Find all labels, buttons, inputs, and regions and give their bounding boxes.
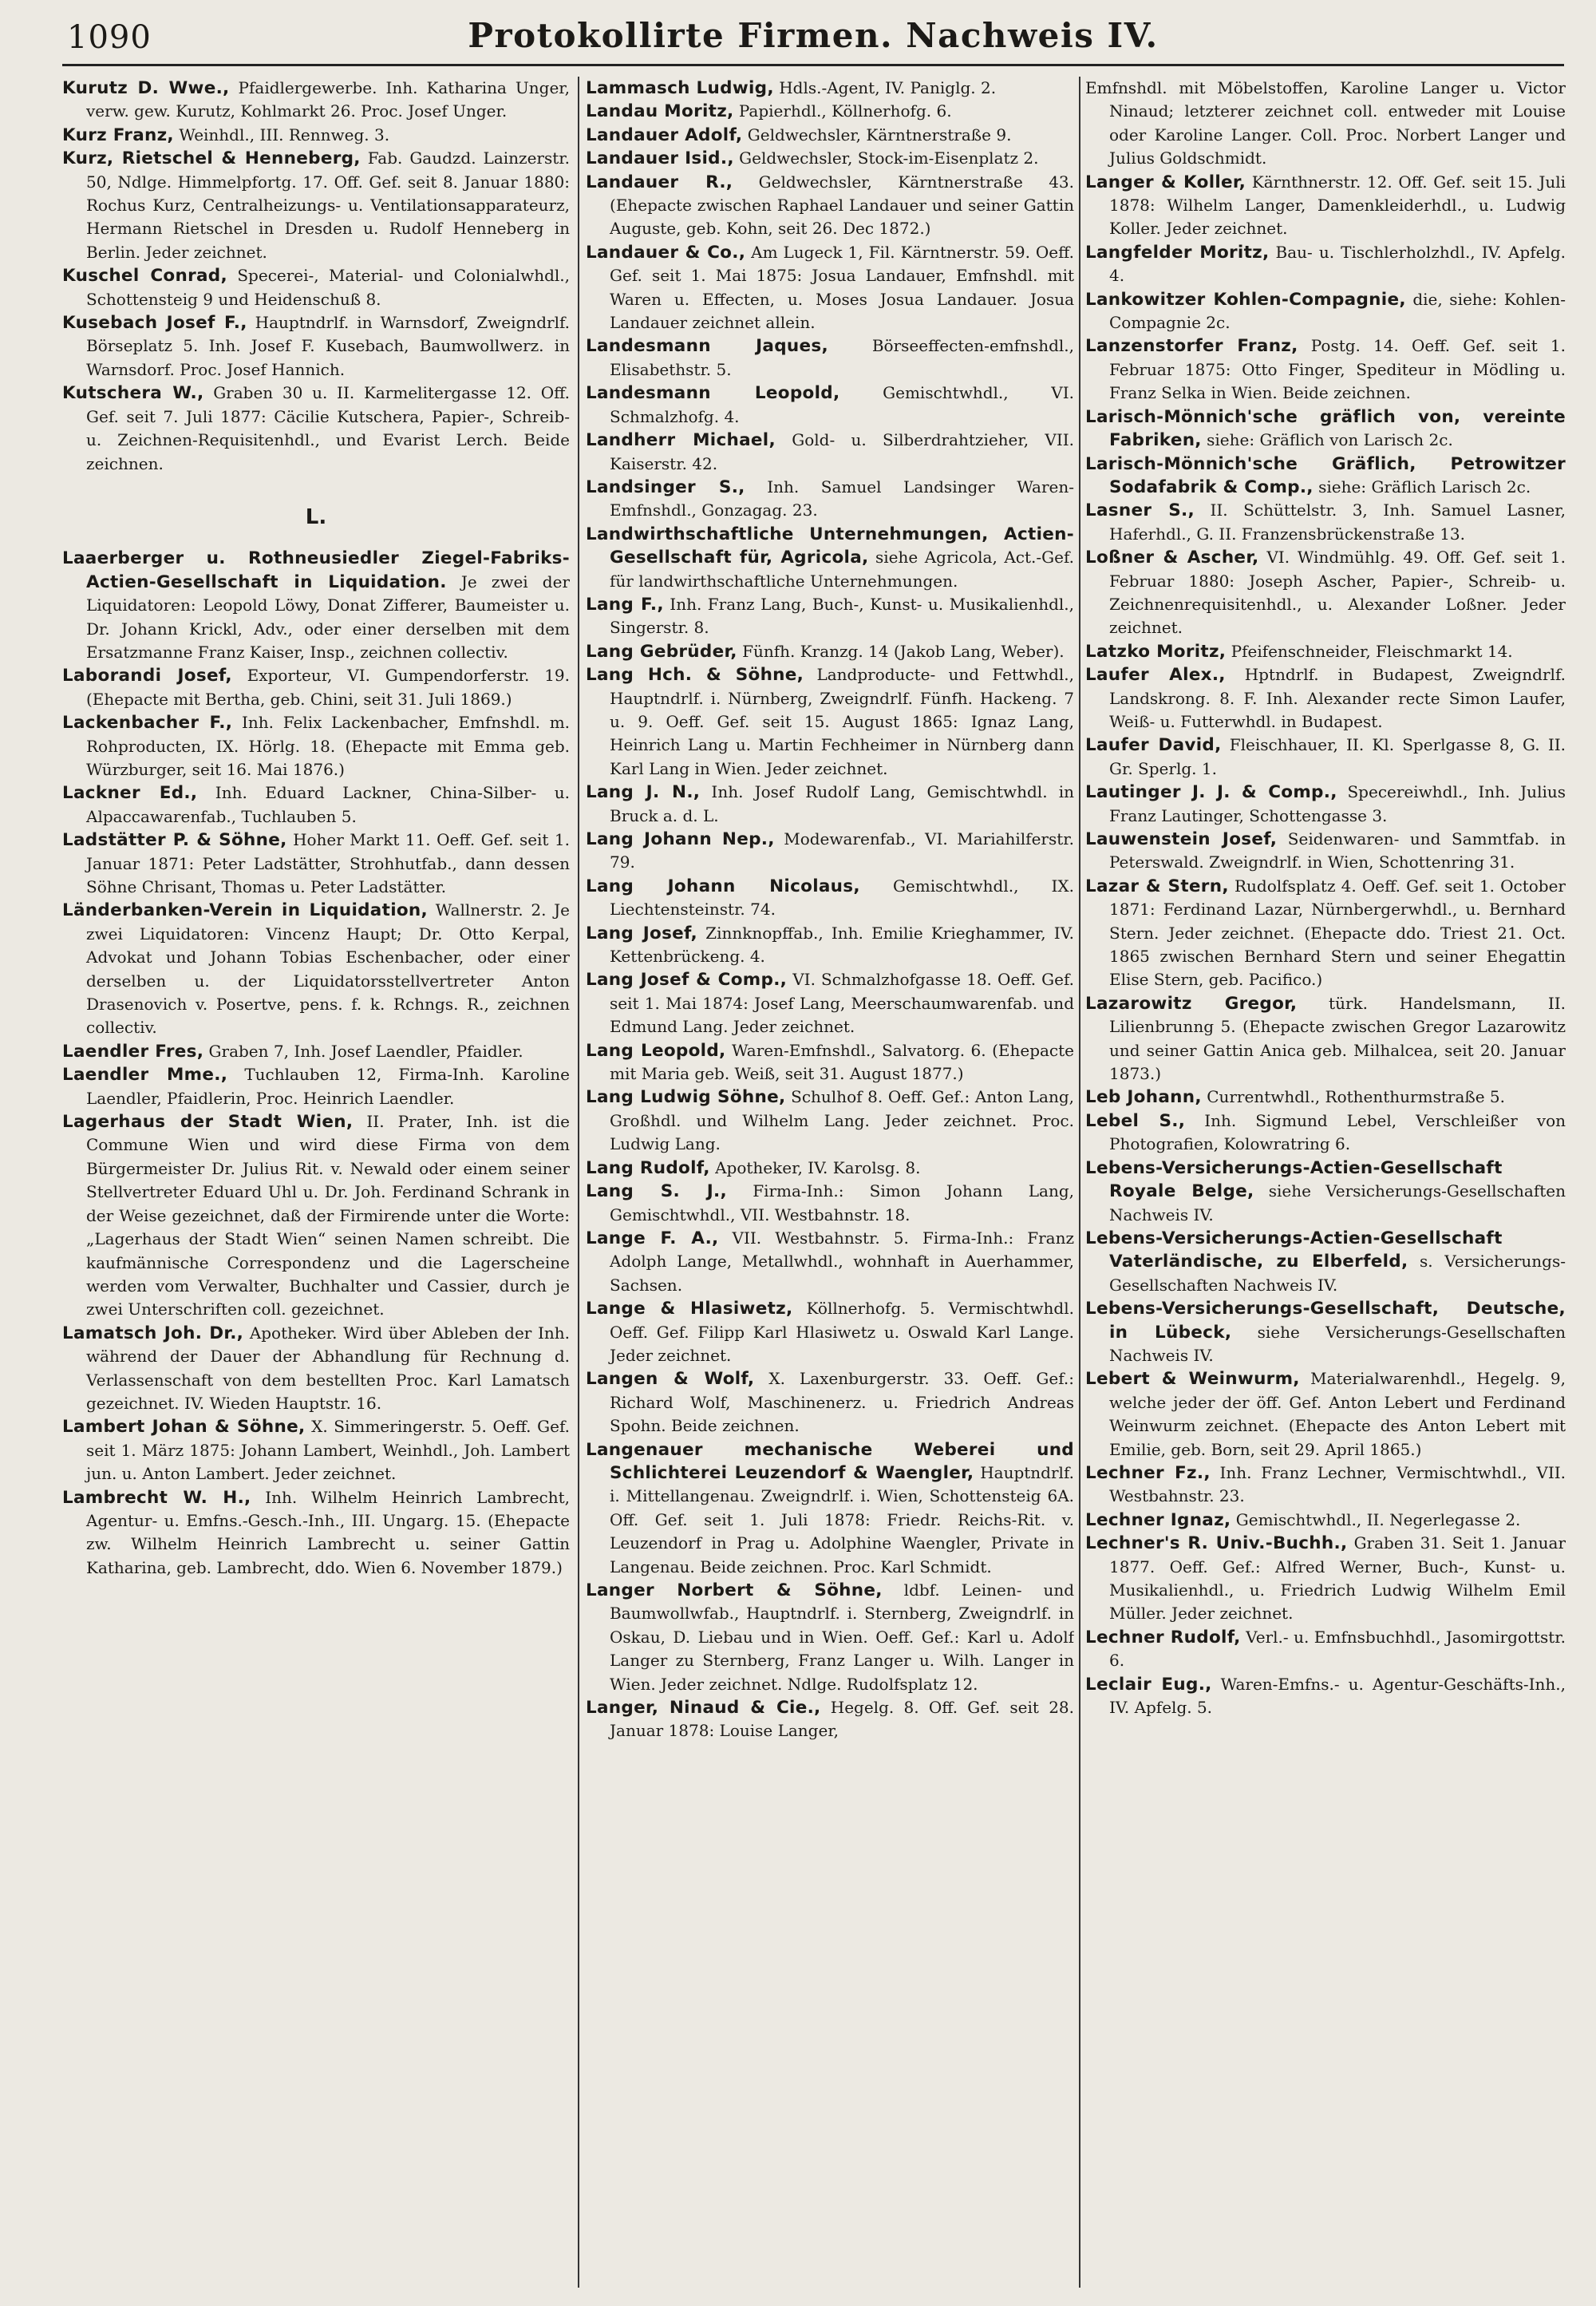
firm-name: Lang Josef, <box>586 923 697 943</box>
firm-name: Lambert Johan & Söhne, <box>62 1417 306 1438</box>
firm-entry <box>62 1063 570 1110</box>
firm-name: Lang Rudolf, <box>586 1157 710 1178</box>
firm-details: Graben 31. Seit 1. Januar 1877. Oeff. Gef.: Alfred Werner, Buch-, Kunst- u. Musikalienhdl., u. Friedrich Ludwig Wilhelm Emil Müller. Jeder zeichnet. <box>1109 1533 1566 1624</box>
firm-name: Langenauer mechanische Weberei und Schlichterei Leuzendorf & Waengler, <box>586 1439 1074 1483</box>
firm-entry <box>62 311 570 382</box>
firm-entry <box>1085 1086 1566 1109</box>
firm-name: Lang J. N., <box>586 782 701 803</box>
firm-name: Lang Gebrüder, <box>586 641 737 662</box>
firm-entry <box>1085 77 1566 171</box>
firm-name: Lechner Rudolf, <box>1085 1627 1241 1647</box>
firm-details: X. Simmeringerstr. 5. Oeff. Gef. seit 1. März 1875: Johann Lambert, Weinhdl., Joh. Lambert jun. u. Anton Lambert. Jeder zeichnet. <box>86 1417 570 1484</box>
firm-name: Laufer Alex., <box>1085 665 1226 686</box>
firm-entry <box>62 1322 570 1416</box>
firm-name: Lambrecht W. H., <box>62 1487 251 1508</box>
header-rule <box>62 64 1564 66</box>
firm-entry <box>586 523 1074 593</box>
firm-details: VII. Westbahnstr. 5. Firma-Inh.: Franz Adolph Lange, Metallwhdl., wohnhaft in Auerhammer, Sachsen. <box>610 1228 1074 1295</box>
firm-details: Inh. Sigmund Lebel, Verschleißer von Photografien, Kolowratring 6. <box>1109 1110 1566 1154</box>
firm-details: Geldwechsler, Kärntnerstraße 43. (Ehepacte zwischen Raphael Landauer und seiner Gattin Auguste, geb. Kohn, seit 26. Dec 1872.) <box>610 172 1074 239</box>
firm-name: Lang Johann Nicolaus, <box>586 876 860 896</box>
firm-details: Köllnerhofg. 5. Vermischtwhdl. Oeff. Gef. Filipp Karl Hlasiwetz u. Oswald Karl Lange. Jeder zeichnet. <box>610 1299 1074 1365</box>
firm-name: Langer & Koller, <box>1085 172 1246 192</box>
firm-entry <box>586 1297 1074 1367</box>
firm-name: Lebert & Weinwurm, <box>1085 1369 1300 1390</box>
firm-entry <box>1085 334 1566 405</box>
firm-entry <box>586 1180 1074 1227</box>
firm-details: siehe: Gräflich Larisch 2c. <box>1318 477 1531 496</box>
firm-details: Hauptndrlf. in Warnsdorf, Zweigndrlf. Börseplatz 5. Inh. Josef F. Kusebach, Baumwollwerz. in Warnsdorf. Proc. Josef Hannich. <box>86 313 570 379</box>
firm-name: Lechner Fz., <box>1085 1462 1211 1483</box>
firm-entry <box>1085 1297 1566 1367</box>
firm-entry <box>586 1157 1074 1180</box>
firm-name: Lasner S., <box>1085 500 1195 521</box>
firm-entry <box>586 1696 1074 1743</box>
firm-details: Seidenwaren- und Sammtfab. in Peterswald. Zweigndrlf. in Wien, Schottenring 31. <box>1109 829 1566 872</box>
firm-details: Am Lugeck 1, Fil. Kärntnerstr. 59. Oeff. Gef. seit 1. Mai 1875: Josua Landauer, Emfnshdl. mit Waren u. Effecten, u. Moses Josua Landauer. Josua Landauer zeichnet allein. <box>610 242 1074 333</box>
firm-details: Geldwechsler, Stock-im-Eisenplatz 2. <box>739 148 1039 168</box>
firm-name: Landwirthschaftliche Unternehmungen, Actien-Gesellschaft für, Agricola, <box>586 524 1074 568</box>
firm-details: Inh. Wilhelm Heinrich Lambrecht, Agentur- u. Emfns.-Gesch.-Inh., III. Ungarg. 15. (Ehepacte zw. Wilhelm Heinrich Lambrecht u. seiner Gattin Katharina, geb. Lambrecht, ddo. Wien 6. November 1879.) <box>86 1487 570 1577</box>
firm-entry <box>586 593 1074 640</box>
firm-entry <box>1085 171 1566 241</box>
firm-details: Hdls.-Agent, IV. Paniglg. 2. <box>779 78 997 97</box>
firm-details: Gemischtwhdl., IX. Liechtensteinstr. 74. <box>610 876 1074 920</box>
firm-entry <box>1085 453 1566 500</box>
firm-name: Leclair Eug., <box>1085 1674 1212 1695</box>
firm-entry <box>586 334 1074 382</box>
firm-entry <box>62 147 570 264</box>
firm-entry <box>62 781 570 829</box>
firm-entry <box>1085 1462 1566 1509</box>
firm-details: siehe Versicherungs-Gesellschaften Nachweis IV. <box>1109 1322 1566 1365</box>
firm-entry <box>62 1415 570 1485</box>
firm-entry <box>586 124 1074 147</box>
firm-name: Lazarowitz Gregor, <box>1085 993 1298 1014</box>
firm-entry <box>62 1486 570 1580</box>
firm-entry <box>1085 1673 1566 1720</box>
firm-entry <box>62 77 570 124</box>
firm-entry <box>586 875 1074 922</box>
firm-name: Landauer Adolf, <box>586 125 743 145</box>
firm-details: Inh. Samuel Landsinger Waren-Emfnshdl., Gonzagag. 23. <box>610 477 1074 520</box>
firm-details: Fab. Gaudzd. Lainzerstr. 50, Ndlge. Himmelpfortg. 17. Off. Gef. seit 8. Januar 1880: Rochus Kurz, Centralheizungs- u. Ventilationsapparateurz, Hermann Rietschel in Dresden u. Rudolf Henneberg in Berlin. Jeder zeichnet. <box>86 148 570 262</box>
firm-details: Inh. Franz Lang, Buch-, Kunst- u. Musikalienhdl., Singerstr. 8. <box>610 594 1074 638</box>
firm-name: Lammasch Ludwig, <box>586 78 774 98</box>
firm-details: Firma-Inh.: Simon Johann Lang, Gemischtwhdl., VII. Westbahnstr. 18. <box>610 1181 1074 1224</box>
firm-name: Lazar & Stern, <box>1085 876 1229 896</box>
firm-name: Leb Johann, <box>1085 1087 1202 1108</box>
firm-details: Gemischtwhdl., II. Negerlegasse 2. <box>1235 1509 1521 1529</box>
firm-entry <box>586 382 1074 429</box>
firm-details: Exporteur, VI. Gumpendorferstr. 19. (Ehepacte mit Bertha, geb. Chini, seit 31. Juli 1869.) <box>86 666 570 709</box>
firm-name: Larisch-Mönnich'sche gräflich von, vereinte Fabriken, <box>1085 406 1566 451</box>
firm-entry <box>62 664 570 711</box>
firm-details: Verl.- u. Emfnsbuchhdl., Jasomirgottstr. 6. <box>1109 1627 1566 1671</box>
firm-entry <box>586 1367 1074 1438</box>
firm-entry <box>586 640 1074 663</box>
firm-details: Geldwechsler, Kärntnerstraße 9. <box>747 125 1012 144</box>
firm-entry <box>586 1086 1074 1156</box>
firm-name: Landauer & Co., <box>586 242 746 263</box>
firm-entry <box>62 382 570 476</box>
firm-details: VI. Windmühlg. 49. Off. Gef. seit 1. Februar 1880: Joseph Ascher, Papier-, Schreib- u. Zeichnenrequisitenhdl., u. Alexander Loßner. Jeder zeichnet. <box>1109 548 1566 638</box>
firm-entry <box>1085 1532 1566 1626</box>
firm-entry <box>586 476 1074 523</box>
column-divider <box>578 77 579 2288</box>
firm-name: Lankowitzer Kohlen-Compagnie, <box>1085 289 1406 310</box>
firm-name: Landauer Isid., <box>586 148 734 169</box>
firm-entry <box>1085 1509 1566 1532</box>
firm-entry <box>1085 1109 1566 1157</box>
firm-name: Lamatsch Joh. Dr., <box>62 1323 244 1343</box>
firm-details: Specerei-, Material- und Colonialwhdl., Schottensteig 9 und Heidenschuß 8. <box>86 266 570 309</box>
firm-entry <box>62 829 570 899</box>
firm-details: Fünfh. Kranzg. 14 (Jakob Lang, Weber). <box>742 641 1065 661</box>
firm-entry <box>1085 241 1566 288</box>
firm-entry <box>586 147 1074 170</box>
firm-entry <box>1085 640 1566 663</box>
firm-name: Landsinger S., <box>586 477 745 497</box>
firm-entry <box>1085 734 1566 781</box>
firm-details: Materialwarenhdl., Hegelg. 9, welche jeder der öff. Gef. Anton Lebert und Ferdinand Weinwurm zeichnet. (Ehepacte des Anton Lebert mit Emilie, geb. Born, seit 29. April 1865.) <box>1109 1369 1566 1459</box>
firm-details: Börseeffecten-emfnshdl., Elisabethstr. 5. <box>610 336 1074 379</box>
firm-entry <box>1085 1157 1566 1227</box>
firm-name: Lange F. A., <box>586 1228 719 1248</box>
firm-details: II. Prater, Inh. ist die Commune Wien und wird diese Firma von dem Bürgermeister Dr. Julius Rit. v. Newald oder einem seiner Stellvertreter Eduard Uhl u. Dr. Joh. Ferdinand Schrank in der Weise gezeichnet, daß der Firmirende unter die Worte: „Lagerhaus der Stadt Wien“ seinen Namen schreibt. Die kaufmännische Correspondenz und die Lagerscheine werden vom Verwalter, Buchhalter und Cassier, durch je zwei Unterschriften coll. gezeichnet. <box>86 1112 570 1319</box>
firm-entry <box>1085 288 1566 335</box>
firm-entry <box>586 922 1074 969</box>
firm-entry <box>1085 663 1566 734</box>
firm-name: Lang Hch. & Söhne, <box>586 665 804 686</box>
firm-details: Pfeifenschneider, Fleischmarkt 14. <box>1231 641 1513 661</box>
firm-details: Currentwhdl., Rothenthurmstraße 5. <box>1207 1087 1505 1107</box>
firm-name: Lechner Ignaz, <box>1085 1509 1231 1530</box>
firm-name: Landauer R., <box>586 172 733 192</box>
firm-name: Laaerberger u. Rothneusiedler Ziegel-Fabriks-Actien-Gesellschaft in Liquidation. <box>62 548 570 592</box>
firm-details: VI. Schmalzhofgasse 18. Oeff. Gef. seit 1. Mai 1874: Josef Lang, Meerschaumwarenfab. und Edmund Lang. Jeder zeichnet. <box>610 970 1074 1037</box>
firm-details: Waren-Emfnshdl., Salvatorg. 6. (Ehepacte mit Maria geb. Weiß, seit 31. August 1877.) <box>610 1040 1074 1084</box>
firm-name: Kurutz D. Wwe., <box>62 78 230 98</box>
firm-name: Loßner & Ascher, <box>1085 548 1259 568</box>
firm-name: Lebens-Versicherungs-Actien-Gesellschaft Royale Belge, <box>1085 1157 1503 1202</box>
firm-details: Rudolfsplatz 4. Oeff. Gef. seit 1. October 1871: Ferdinand Lazar, Nürnbergerwhdl., u. Bernhard Stern. Jeder zeichnet. (Ehepacte ddo. Triest 21. Oct. 1865 zwischen Bernhard Stern und seiner Ehegattin Elise Stern, geb. Pacifico.) <box>1109 876 1566 990</box>
firm-name: Langen & Wolf, <box>586 1369 755 1390</box>
firm-entry <box>1085 1626 1566 1673</box>
firm-name: Lang Josef & Comp., <box>586 970 788 991</box>
firm-name: Landesmann Leopold, <box>586 383 840 404</box>
firm-name: Lautinger J. J. & Comp., <box>1085 782 1337 803</box>
firm-name: Langfelder Moritz, <box>1085 242 1270 263</box>
firm-name: Lang Ludwig Söhne, <box>586 1087 786 1108</box>
firm-details: Graben 7, Inh. Josef Laendler, Pfaidler. <box>208 1041 523 1061</box>
firm-details: Inh. Eduard Lackner, China-Silber- u. Alpaccawarenfab., Tuchlauben 5. <box>86 783 570 826</box>
firm-details: Pfaidlergewerbe. Inh. Katharina Unger, verw. gew. Kurutz, Kohlmarkt 26. Proc. Josef Unger. <box>86 78 570 121</box>
firm-details: Inh. Franz Lechner, Vermischtwhdl., VII. Westbahnstr. 23. <box>1109 1462 1566 1506</box>
firm-name: Lang S. J., <box>586 1181 727 1202</box>
firm-details: Hptndrlf. in Budapest, Zweigndrlf. Landskrong. 8. F. Inh. Alexander recte Simon Laufer, Weiß- u. Futterwhdl. in Budapest. <box>1109 665 1566 731</box>
firm-entry <box>586 828 1074 875</box>
firm-entry <box>1085 405 1566 453</box>
firm-name: Lauwenstein Josef, <box>1085 829 1278 849</box>
page-header <box>62 14 1564 61</box>
page-number: 1090 <box>67 19 152 56</box>
firm-entry <box>586 968 1074 1038</box>
firm-name: Kutschera W., <box>62 383 204 404</box>
firm-details: Landproducte- und Fettwhdl., Hauptndrlf. i. Nürnberg, Zweigndrlf. Fünfh. Hackeng. 7 u. 9. Oeff. Gef. seit 15. August 1865: Ignaz Lang, Heinrich Lang u. Martin Fechheimer in Nürnberg dann Karl Lang in Wien. Jeder zeichnet. <box>610 665 1074 778</box>
firm-name: Larisch-Mönnich'sche Gräflich, Petrowitzer Sodafabrik & Comp., <box>1085 453 1566 497</box>
firm-details: siehe: Gräflich von Larisch 2c. <box>1207 430 1453 450</box>
firm-entry <box>62 899 570 1039</box>
firm-name: Laendler Mme., <box>62 1065 228 1086</box>
firm-entry <box>1085 781 1566 828</box>
firm-details: siehe Agricola, Act.-Gef. für landwirthschaftliche Unternehmungen. <box>610 548 1074 591</box>
firm-details: Kärnthnerstr. 12. Off. Gef. seit 15. Juli 1878: Wilhelm Langer, Damenkleiderhdl., u. Ludwig Koller. Jeder zeichnet. <box>1109 172 1566 239</box>
firm-entry <box>1085 546 1566 640</box>
firm-name: Langer Norbert & Söhne, <box>586 1580 883 1600</box>
firm-name: Kusebach Josef F., <box>62 313 247 334</box>
firm-entry <box>586 429 1074 476</box>
firm-entry <box>62 1040 570 1063</box>
firm-details: Inh. Felix Lackenbacher, Emfnshdl. m. Rohproducten, IX. Hörlg. 18. (Ehepacte mit Emma geb. Würzburger, seit 16. Mai 1876.) <box>86 713 570 779</box>
firm-entry <box>586 1579 1074 1696</box>
firm-name: Lang F., <box>586 594 664 615</box>
firm-entry <box>586 1039 1074 1086</box>
firm-details: ldbf. Leinen- und Baumwollwfab., Hauptndrlf. i. Sternberg, Zweigndrlf. in Oskau, D. Liebau und in Wien. Oeff. Gef.: Karl u. Adolf Langer zu Sternberg, Franz Langer u. Wilh. Langer in Wien. Jeder zeichnet. Ndlge. Rudolfsplatz 12. <box>610 1580 1074 1694</box>
firm-details: Je zwei der Liquidatoren: Leopold Löwy, Donat Zifferer, Baumeister u. Dr. Johann Krickl, Adv., oder einer derselben mit dem Ersatzmanne Franz Kaiser, Insp., zeichnen collectiv. <box>86 572 570 662</box>
firm-name: Lebel S., <box>1085 1110 1186 1131</box>
firm-details: Papierhdl., Köllnerhofg. 6. <box>738 101 952 121</box>
firm-entry <box>62 711 570 781</box>
firm-name: Lackner Ed., <box>62 783 198 804</box>
firm-name: Laborandi Josef, <box>62 666 232 686</box>
firm-name: Lang Johann Nep., <box>586 829 775 849</box>
column-divider <box>1079 77 1080 2288</box>
firm-entry <box>62 264 570 311</box>
firm-name: Kurz, Rietschel & Henneberg, <box>62 148 361 169</box>
firm-entry <box>586 1438 1074 1579</box>
firm-details: Wallnerstr. 2. Je zwei Liquidatoren: Vincenz Haupt; Dr. Otto Kerpal, Advokat und Johann Tobias Eschenbacher, oder einer derselben u. der Liquidatorsstellvertreter Anton Drasenovich v. Posertve, pens. f. k. Rchngs. R., zeichnen collectiv. <box>86 900 570 1038</box>
firm-entry <box>1085 828 1566 875</box>
firm-details: Hegelg. 8. Off. Gef. seit 28. Januar 1878: Louise Langer, <box>610 1698 1074 1741</box>
firm-details: Gemischtwhdl., VI. Schmalzhofg. 4. <box>610 383 1074 426</box>
firm-name: Lechner's R. Univ.-Buchh., <box>1085 1533 1348 1554</box>
firm-details: Postg. 14. Oeff. Gef. seit 1. Februar 1875: Otto Finger, Spediteur in Mödling u. Franz Selka in Wien. Beide zeichnen. <box>1109 336 1566 403</box>
firm-entry <box>586 781 1074 828</box>
firm-entry <box>62 547 570 664</box>
firm-details: Bau- u. Tischlerholzhdl., IV. Apfelg. 4. <box>1109 242 1566 286</box>
firm-details: Gold- u. Silberdrahtzieher, VII. Kaiserstr. 42. <box>610 430 1074 473</box>
section-letter: L. <box>305 504 327 529</box>
firm-entry <box>1085 1367 1566 1462</box>
column-right <box>1085 77 1566 2288</box>
firm-entry <box>1085 1227 1566 1297</box>
column-middle <box>586 77 1074 2288</box>
firm-details: die, siehe: Kohlen-Compagnie 2c. <box>1109 289 1566 333</box>
firm-details: Schulhof 8. Oeff. Gef.: Anton Lang, Großhdl. und Wilhelm Lang. Jeder zeichnet. Proc. Ludwig Lang. <box>610 1087 1074 1154</box>
firm-name: Latzko Moritz, <box>1085 641 1227 662</box>
firm-name: Ladstätter P. & Söhne, <box>62 830 287 851</box>
firm-details: Fleischhauer, II. Kl. Sperlgasse 8, G. II. Gr. Sperlg. 1. <box>1109 735 1566 778</box>
firm-details: Specereiwhdl., Inh. Julius Franz Lautinger, Schottengasse 3. <box>1109 782 1566 825</box>
firm-details: Apotheker, IV. Karolsg. 8. <box>715 1157 921 1177</box>
firm-details: Waren-Emfns.- u. Agentur-Geschäfts-Inh., IV. Apfelg. 5. <box>1109 1674 1566 1718</box>
firm-details: Inh. Josef Rudolf Lang, Gemischtwhdl. in Bruck a. d. L. <box>610 782 1074 825</box>
firm-name: Landesmann Jaques, <box>586 336 828 357</box>
firm-details: Modewarenfab., VI. Mariahilferstr. 79. <box>610 829 1074 872</box>
firm-entry <box>586 1227 1074 1297</box>
firm-entry <box>586 100 1074 123</box>
firm-entry <box>1085 992 1566 1086</box>
firm-name: Lagerhaus der Stadt Wien, <box>62 1112 354 1133</box>
firm-details: Emfnshdl. mit Möbelstoffen, Karoline Langer u. Victor Ninaud; letzterer zeichnet coll. entweder mit Louise oder Karoline Langer. Coll. Proc. Norbert Langer und Julius Goldschmidt. <box>1085 78 1566 168</box>
firm-name: Länderbanken-Verein in Liquidation, <box>62 900 429 921</box>
firm-details: Graben 30 u. II. Karmelitergasse 12. Off. Gef. seit 7. Juli 1877: Cäcilie Kutschera, Papier-, Schreib- u. Zeichnen-Requisitenhdl., und Evarist Lerch. Beide zeichnen. <box>86 383 570 473</box>
firm-name: Landherr Michael, <box>586 430 776 451</box>
firm-entry <box>586 77 1074 100</box>
firm-details: Tuchlauben 12, Firma-Inh. Karoline Laendler, Pfaidlerin, Proc. Heinrich Laendler. <box>86 1065 570 1108</box>
firm-name: Laendler Fres, <box>62 1041 204 1062</box>
firm-entry <box>586 241 1074 335</box>
firm-name: Lanzenstorfer Franz, <box>1085 336 1298 357</box>
firm-details: siehe Versicherungs-Gesellschaften Nachweis IV. <box>1109 1181 1566 1224</box>
firm-details: Hauptndrlf. i. Mittellangenau. Zweigndrlf. i. Wien, Schottensteig 6A. Off. Gef. seit 1. Juli 1878: Friedr. Reichs-Rit. v. Leuzendorf in Prag u. Adolphine Waengler, Private in Langenau. Beide zeichnen. Proc. Karl Schmidt. <box>610 1462 1074 1576</box>
firm-name: Lackenbacher F., <box>62 713 233 734</box>
firm-entry <box>1085 875 1566 992</box>
firm-details: türk. Handelsmann, II. Lilienbrunng 5. (Ehepacte zwischen Gregor Lazarowitz und seiner Gattin Anica geb. Milhalcea, seit 20. Januar 1873.) <box>1109 993 1566 1084</box>
firm-entry <box>586 663 1074 781</box>
firm-entry <box>586 171 1074 241</box>
firm-name: Langer, Ninaud & Cie., <box>586 1698 821 1719</box>
firm-name: Laufer David, <box>1085 735 1222 756</box>
firm-name: Lang Leopold, <box>586 1040 726 1061</box>
firm-entry <box>62 1110 570 1322</box>
firm-details: Apotheker. Wird über Ableben der Inh. während der Dauer der Abhandlung für Rechnung d. Verlassenschaft von dem bestellten Proc. Karl Lamatsch gezeichnet. IV. Wieden Hauptstr. 16. <box>86 1323 570 1413</box>
firm-details: Weinhdl., III. Rennweg. 3. <box>179 125 390 144</box>
firm-details: s. Versicherungs-Gesellschaften Nachweis IV. <box>1109 1252 1566 1295</box>
firm-entry <box>1085 499 1566 546</box>
firm-entry <box>62 124 570 147</box>
page-title: Protokollirte Firmen. Nachweis IV. <box>468 16 1159 55</box>
firm-details: Hoher Markt 11. Oeff. Gef. seit 1. Januar 1871: Peter Ladstätter, Strohhutfab., dann dessen Söhne Chrisant, Thomas u. Peter Ladstätter. <box>86 830 570 896</box>
firm-name: Kurz Franz, <box>62 125 174 145</box>
firm-name: Kuschel Conrad, <box>62 266 227 287</box>
firm-details: Zinnknopffab., Inh. Emilie Krieghammer, IV. Kettenbrückeng. 4. <box>610 923 1074 967</box>
firm-details: X. Laxenburgerstr. 33. Oeff. Gef.: Richard Wolf, Maschinenerz. u. Friedrich Andreas Spohn. Beide zeichnen. <box>610 1369 1074 1436</box>
firm-name: Landau Moritz, <box>586 101 734 122</box>
firm-name: Lange & Hlasiwetz, <box>586 1299 793 1319</box>
firm-name: Lebens-Versicherungs-Actien-Gesellschaft Vaterländische, zu Elberfeld, <box>1085 1228 1503 1272</box>
firm-name: Lebens-Versicherungs-Gesellschaft, Deutsche, in Lübeck, <box>1085 1299 1566 1343</box>
firm-details: II. Schüttelstr. 3, Inh. Samuel Lasner, Haferhdl., G. II. Franzensbrückenstraße 13. <box>1109 500 1566 544</box>
column-left <box>62 77 570 2288</box>
